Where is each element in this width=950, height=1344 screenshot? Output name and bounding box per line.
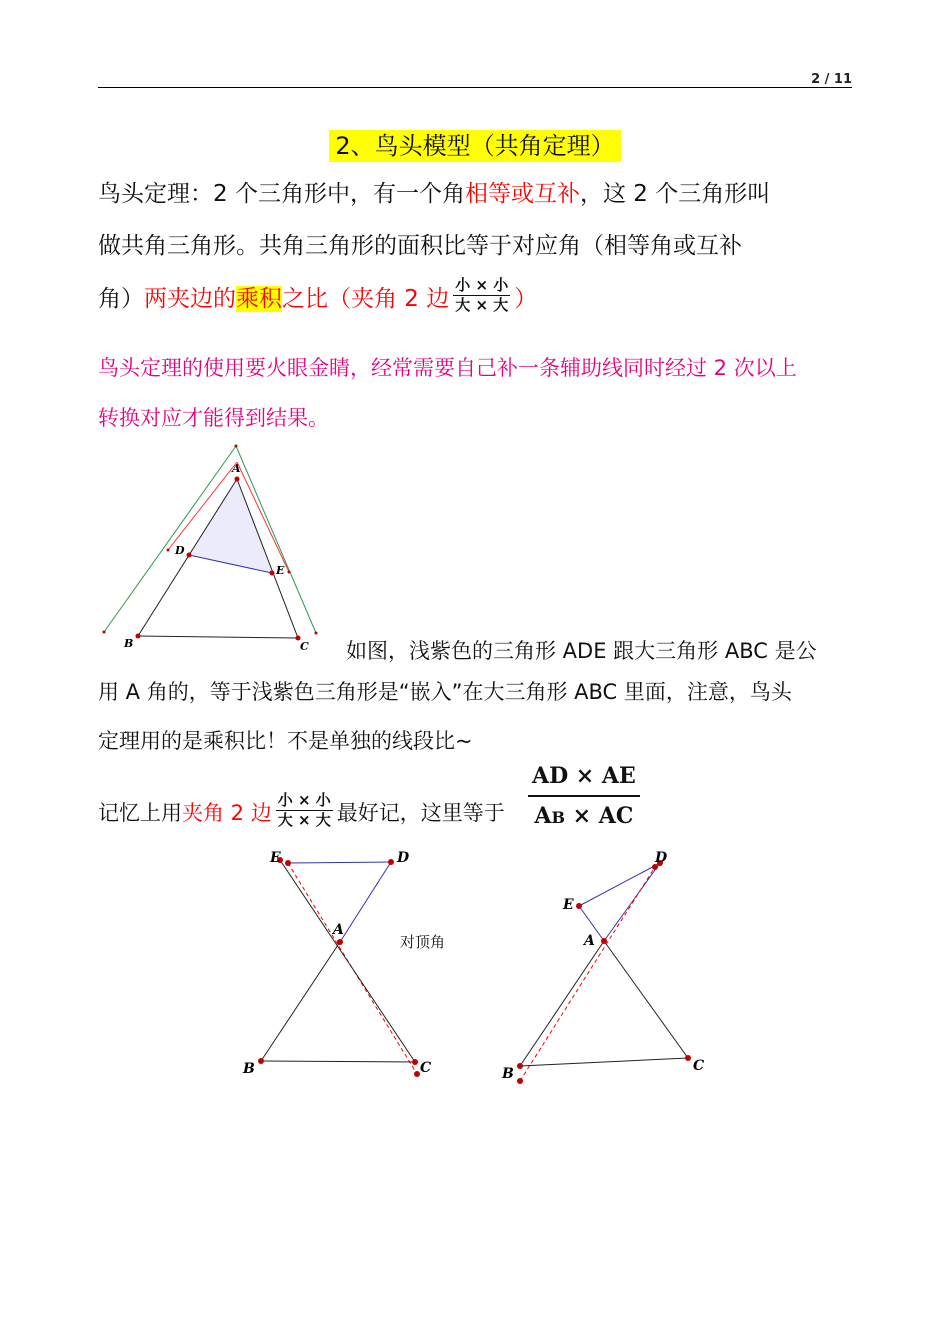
point-e2	[285, 860, 291, 866]
label-c: C	[300, 640, 309, 653]
point-c	[412, 1059, 418, 1065]
area-ratio-formula	[528, 760, 640, 834]
line-ac	[604, 941, 688, 1058]
theorem-red-text: 之比（夹角 2 边	[282, 286, 450, 312]
dashed-line-bd	[520, 867, 655, 1081]
label-d: D	[175, 544, 185, 557]
theorem-line-2: 做共角三角形。共角三角形的面积比等于对应角（相等角或互补	[98, 233, 742, 259]
theorem-red-text: ）	[514, 286, 538, 312]
vertical-angle-caption: 对顶角	[400, 933, 446, 951]
side-ad	[604, 863, 660, 941]
point-e	[270, 571, 275, 576]
side-bc	[520, 1058, 688, 1066]
fraction-denominator: 大 × 大	[455, 296, 509, 314]
explanation-line-3: 定理用的是乘积比！不是单独的线段比~	[98, 729, 473, 753]
formula-den-part: B	[551, 808, 565, 827]
section-title-text: 2、鸟头模型（共角定理）	[329, 130, 620, 162]
label-c: C	[693, 1058, 705, 1074]
note-line-1: 鸟头定理的使用要火眼金睛，经常需要自己补一条辅助线同时经过 2 次以上	[98, 356, 797, 380]
header-rule	[98, 87, 852, 88]
label-d: D	[397, 850, 410, 866]
memory-text: 最好记，这里等于	[336, 801, 505, 825]
helper-point	[288, 571, 291, 574]
formula-numerator: AD × AE	[528, 760, 640, 797]
point-b2	[517, 1078, 523, 1084]
label-a: A	[584, 933, 595, 949]
label-d: D	[655, 850, 668, 866]
memory-red-text: 夹角 2 边	[182, 801, 272, 825]
label-a: A	[232, 462, 241, 475]
label-e: E	[276, 564, 285, 577]
side-ed	[579, 863, 660, 906]
side-ed	[288, 862, 391, 863]
label-b: B	[124, 637, 134, 650]
theorem-red-text: 两夹边的	[144, 286, 236, 312]
label-a: A	[333, 922, 344, 938]
formula-denominator	[530, 797, 637, 834]
theorem-fraction	[453, 277, 510, 314]
triangle-ade-fill	[189, 479, 272, 573]
theorem-highlight-text: 乘积	[236, 286, 282, 312]
point-a	[337, 939, 343, 945]
theorem-line-1	[98, 167, 770, 221]
point-c	[685, 1055, 691, 1061]
point-a	[601, 938, 607, 944]
memory-text: 记忆上用	[98, 801, 182, 825]
side-da	[340, 862, 391, 942]
side-bc	[261, 1061, 415, 1062]
theorem-text: 角）	[98, 286, 144, 312]
explanation-line-2: 用 A 角的，等于浅紫色三角形是“嵌入”在大三角形 ABC 里面，注意，鸟头	[98, 680, 792, 704]
label-c: C	[420, 1060, 432, 1076]
explanation-line-1: 如图，浅紫色的三角形 ADE 跟大三角形 ABC 是公	[346, 639, 817, 663]
side-bc	[138, 636, 298, 638]
line-ec	[280, 860, 415, 1062]
point-e	[576, 903, 582, 909]
label-e: E	[270, 850, 281, 866]
theorem-text: 鸟头定理：2 个三角形中，有一个角	[98, 181, 465, 207]
point-b	[258, 1058, 264, 1064]
point-d	[187, 553, 192, 558]
figure-bird-head-nested	[95, 440, 340, 655]
theorem-text: ，这 2 个三角形叫	[579, 181, 771, 207]
memory-fraction	[276, 792, 333, 829]
point-a	[235, 477, 240, 482]
figure-supplementary-angle	[495, 845, 715, 1090]
label-e: E	[563, 897, 574, 913]
fraction-denominator: 大 × 大	[277, 810, 331, 829]
helper-point	[235, 445, 238, 448]
helper-point	[103, 631, 106, 634]
point-b	[136, 634, 141, 639]
formula-den-part: A	[534, 803, 552, 829]
label-b: B	[502, 1066, 514, 1082]
helper-point	[315, 632, 318, 635]
section-title	[0, 126, 950, 161]
theorem-line-3	[98, 272, 537, 326]
fraction-numerator: 小 × 小	[277, 790, 331, 809]
helper-point	[167, 549, 170, 552]
formula-den-part: × AC	[565, 803, 634, 829]
memory-line	[98, 786, 505, 840]
line-ab	[520, 941, 604, 1066]
point-d	[388, 859, 394, 865]
point-b	[517, 1063, 523, 1069]
note-line-2: 转换对应才能得到结果。	[98, 406, 329, 430]
theorem-red-text: 相等或互补	[464, 181, 580, 207]
figure-vertical-angle	[238, 845, 438, 1085]
line-ab	[261, 942, 340, 1061]
label-b: B	[243, 1061, 255, 1077]
page-number: 2 / 11	[811, 72, 852, 87]
fraction-numerator: 小 × 小	[455, 276, 509, 294]
